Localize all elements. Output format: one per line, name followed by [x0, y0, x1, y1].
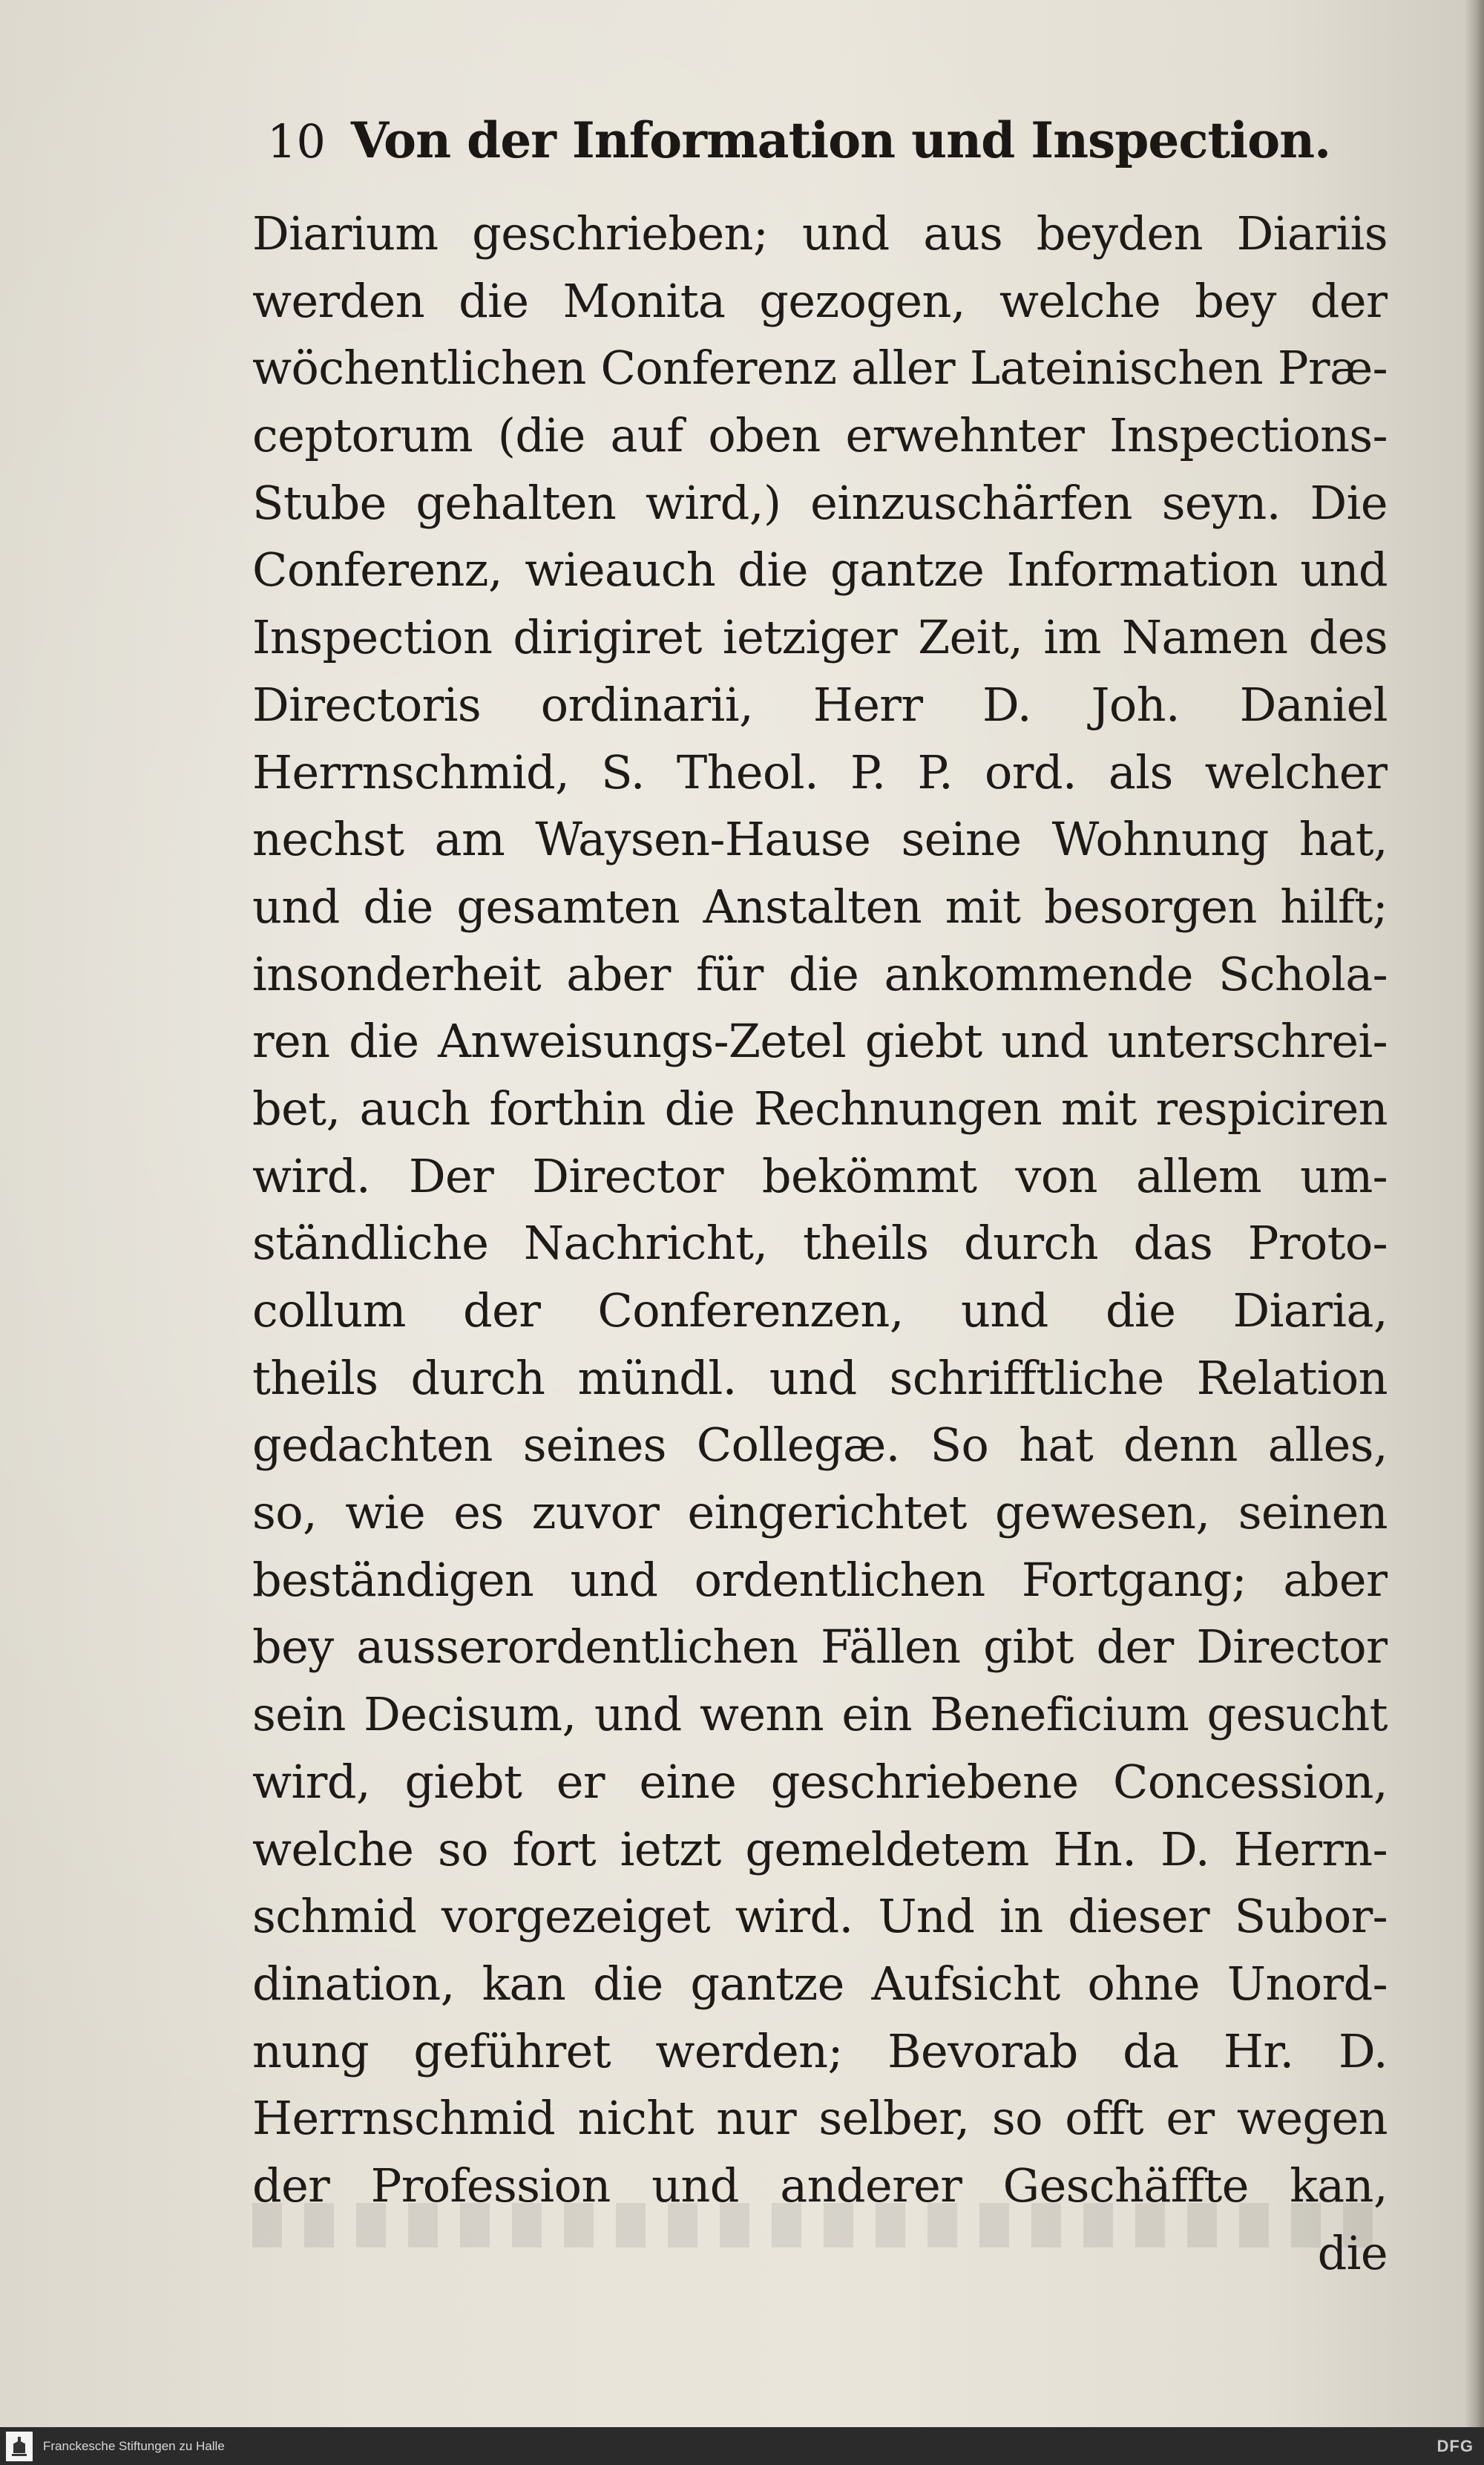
- text-line: und die gesamten Anstalten mit besorgen hilft;: [252, 879, 1388, 934]
- text-line: Directoris ordinarii, Herr D. Joh. Daniel: [252, 677, 1388, 732]
- text-line: dination, kan die gantze Aufsicht ohne Unord-: [252, 1956, 1388, 2011]
- footer-institution[interactable]: [6, 2432, 225, 2461]
- catchword: die: [1317, 2225, 1388, 2280]
- text-line: so, wie es zuvor eingerichtet gewesen, seinen: [252, 1485, 1388, 1540]
- institution-logo-icon[interactable]: [6, 2432, 33, 2461]
- page-number: 10: [267, 114, 326, 168]
- text-line: ceptorum (die auf oben erwehnter Inspections-: [252, 408, 1388, 463]
- text-line: der Profession und anderer Geschäffte kan,: [252, 2158, 1388, 2213]
- running-head: Von der Information und Inspection.: [350, 111, 1331, 169]
- text-line: insonderheit aber für die ankommende Schola-: [252, 946, 1388, 1001]
- text-line: ständliche Nachricht, theils durch das Proto-: [252, 1216, 1388, 1271]
- text-line: nung geführet werden; Bevorab da Hr. D.: [252, 2023, 1388, 2078]
- text-line: welche so fort ietzt gemeldetem Hn. D. Herrn-: [252, 1821, 1388, 1876]
- institution-name[interactable]: Franckesche Stiftungen zu Halle: [43, 2438, 225, 2453]
- text-line: werden die Monita gezogen, welche bey der: [252, 273, 1388, 328]
- text-line: collum der Conferenzen, und die Diaria,: [252, 1283, 1388, 1338]
- text-line: sein Decisum, und wenn ein Beneficium gesucht: [252, 1687, 1388, 1742]
- text-line: Herrnschmid, S. Theol. P. P. ord. als welcher: [252, 744, 1388, 799]
- text-line: beständigen und ordentlichen Fortgang; aber: [252, 1552, 1388, 1607]
- text-line: Conferenz, wieauch die gantze Information und: [252, 543, 1388, 598]
- show-through-shadow: [252, 2203, 1388, 2248]
- text-line: Herrnschmid nicht nur selber, so offt er wegen: [252, 2091, 1388, 2146]
- body-text: [252, 200, 1388, 2287]
- text-line: gedachten seines Collegæ. So hat denn alles,: [252, 1418, 1388, 1473]
- text-line: wird, giebt er eine geschriebene Concession,: [252, 1754, 1388, 1809]
- viewer-footer: [0, 2427, 1484, 2465]
- text-line: schmid vorgezeiget wird. Und in dieser Subor-: [252, 1889, 1388, 1944]
- funder-logo[interactable]: DFG: [1437, 2436, 1474, 2455]
- text-line: wird. Der Director bekömmt von allem um-: [252, 1148, 1388, 1203]
- text-line: bey ausserordentlichen Fällen gibt der Director: [252, 1620, 1388, 1675]
- text-line: Diarium geschrieben; und aus beyden Diariis: [252, 206, 1388, 261]
- text-line: wöchentlichen Conferenz aller Lateinischen Præ-: [252, 341, 1388, 396]
- page-header: [267, 111, 1330, 193]
- page-edge-shadow: [1465, 0, 1484, 2427]
- text-line: bet, auch forthin die Rechnungen mit respiciren: [252, 1081, 1388, 1136]
- text-line: theils durch mündl. und schrifftliche Relation: [252, 1350, 1388, 1405]
- text-line: Inspection dirigiret ietziger Zeit, im Namen des: [252, 610, 1388, 665]
- text-line: nechst am Waysen-Hause seine Wohnung hat,: [252, 812, 1388, 867]
- text-line: ren die Anweisungs-Zetel giebt und unterschrei-: [252, 1014, 1388, 1069]
- text-line: Stube gehalten wird,) einzuschärfen seyn. Die: [252, 475, 1388, 530]
